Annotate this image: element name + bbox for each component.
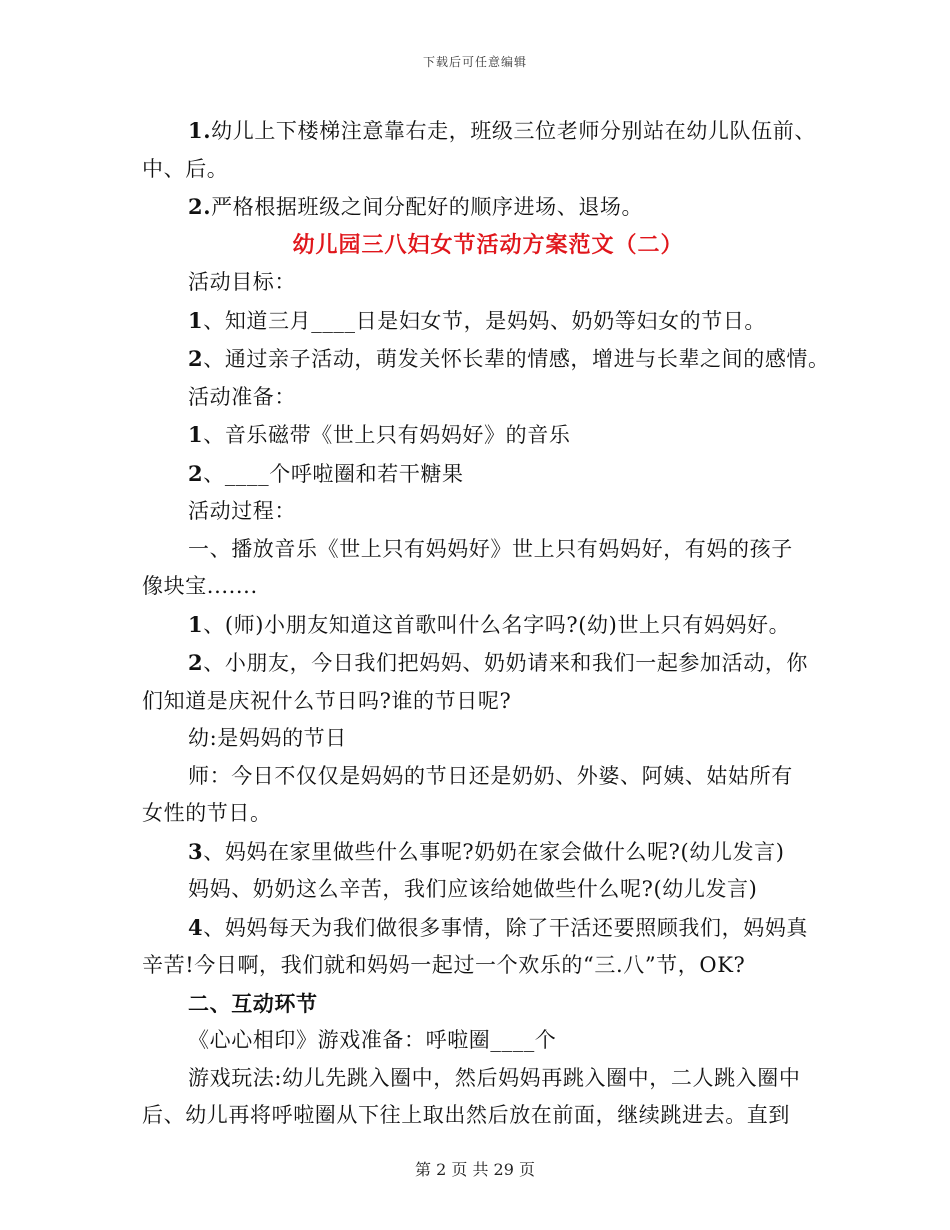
- list-number: 3: [188, 838, 204, 864]
- goal-text: 、知道三月____日是妇女节，是妈妈、奶奶等妇女的节日。: [203, 308, 767, 333]
- paragraph-2: [142, 188, 822, 227]
- question-text: 、妈妈每天为我们做很多事情，除了干活还要照顾我们，妈妈真: [203, 915, 809, 940]
- list-number: 2: [188, 460, 204, 486]
- list-number: 1: [188, 307, 204, 333]
- teacher-line-1: 师：今日不仅仅是妈妈的节日还是奶奶、外婆、阿姨、姑姑所有: [188, 763, 793, 788]
- question-2-line-1: [142, 644, 822, 683]
- game-rule-line-2: 后、幼儿再将呼啦圈从下往上取出然后放在前面，继续跳进去。直到: [142, 1103, 790, 1127]
- list-number: 2: [188, 346, 204, 371]
- step-1-line-2: 像块宝.......: [142, 574, 258, 598]
- paragraph-1-line-2: 中、后。: [142, 156, 229, 181]
- game-prep: 《心心相印》游戏准备：呼啦圈____个: [188, 1028, 557, 1052]
- question-text: 、(师)小朋友知道这首歌叫什么名字吗?(幼)世上只有妈妈好。: [203, 612, 791, 637]
- paragraph-text: 严格根据班级之间分配好的顺序进场、退场。: [211, 195, 644, 219]
- section-title: 幼儿园三八妇女节活动方案范文（二）: [292, 231, 684, 258]
- goal-item-2: [142, 340, 830, 379]
- goal-heading: 活动目标：: [188, 270, 296, 294]
- list-number: 1.: [188, 118, 212, 143]
- prep-item-1: [142, 416, 822, 455]
- game-rule-line-1: 游戏玩法:幼儿先跳入圈中，然后妈妈再跳入圈中，二人跳入圈中: [188, 1065, 801, 1090]
- process-heading: 活动过程：: [188, 499, 296, 523]
- prep-heading: 活动准备：: [188, 384, 296, 409]
- prep-text: 、音乐磁带《世上只有妈妈好》的音乐: [203, 423, 571, 447]
- question-2-line-2: 们知道是庆祝什么节日吗?谁的节日呢?: [142, 688, 512, 713]
- paragraph-1-line-1: [142, 112, 822, 151]
- question-3-followup: 妈妈、奶奶这么辛苦，我们应该给她做些什么呢?(幼儿发言): [188, 877, 758, 901]
- question-text: 、妈妈在家里做些什么事呢?奶奶在家会做什么呢?(幼儿发言): [203, 839, 785, 864]
- goal-item-1: [142, 302, 822, 341]
- prep-item-2: [142, 455, 822, 494]
- step-1-line-1: 一、播放音乐《世上只有妈妈好》世上只有妈妈好，有妈的孩子: [188, 536, 793, 561]
- prep-text: 、____个呼啦圈和若干糖果: [203, 461, 464, 486]
- list-number: 2: [188, 650, 204, 675]
- header-note: 下载后可任意编辑: [422, 55, 527, 69]
- goal-text: 、通过亲子活动，萌发关怀长辈的情感，增进与长辈之间的感情。: [203, 347, 830, 371]
- question-1: [142, 606, 822, 645]
- list-number: 1: [188, 611, 204, 637]
- question-4-line-1: [142, 909, 822, 948]
- paragraph-text: 幼儿上下楼梯注意靠右走，班级三位老师分别站在幼儿队伍前、: [211, 119, 816, 143]
- teacher-line-2: 女性的节日。: [142, 801, 272, 825]
- list-number: 1: [188, 422, 204, 447]
- list-number: 4: [188, 914, 204, 940]
- question-text: 、小朋友，今日我们把妈妈、奶奶请来和我们一起参加活动，你: [203, 651, 809, 675]
- document-body: [142, 112, 830, 1135]
- page-number: 第 2 页 共 29 页: [415, 1160, 535, 1179]
- child-answer: 幼:是妈妈的节日: [188, 726, 347, 750]
- question-4-line-2: 辛苦!今日啊，我们就和妈妈一起过一个欢乐的“三.八”节，OK?: [142, 953, 746, 977]
- list-number: 2.: [188, 194, 212, 219]
- question-3: [142, 833, 822, 872]
- section-2-heading: 二、互动环节: [188, 990, 318, 1016]
